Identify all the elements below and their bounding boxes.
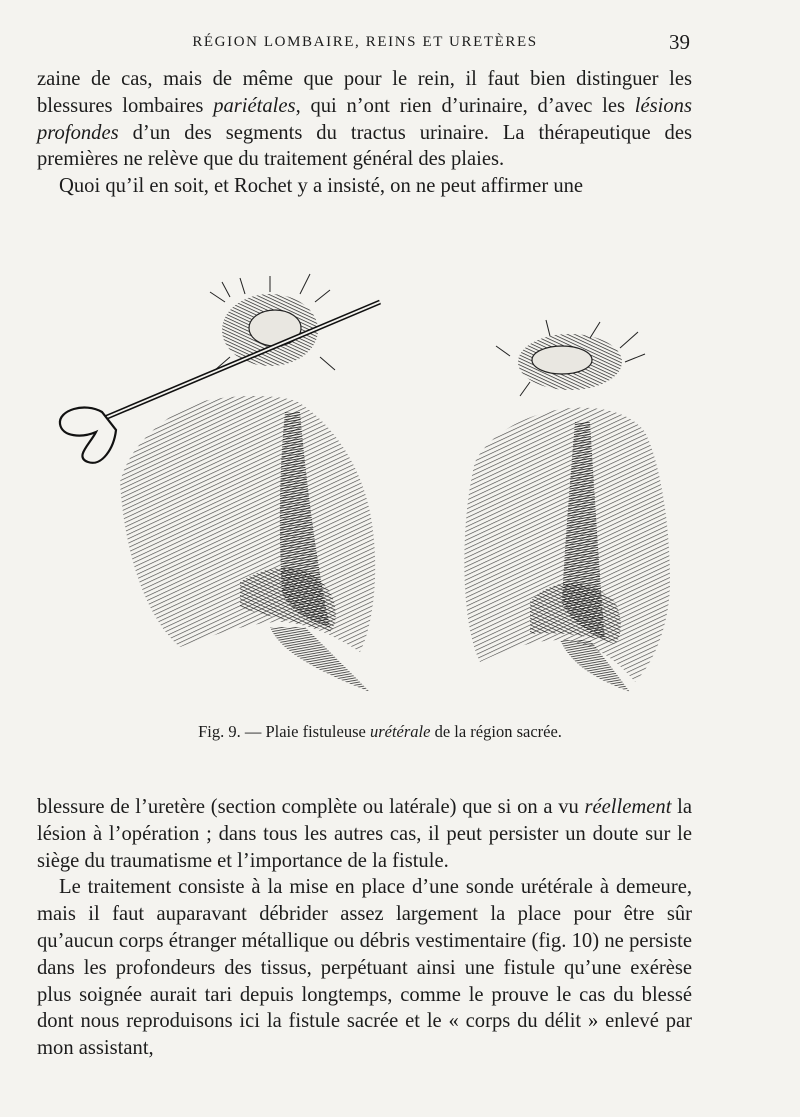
figure-9-illustration (30, 262, 700, 702)
right-figure-sacral-region (464, 320, 670, 692)
paragraph-rochet: Quoi qu’il en soit, et Rochet y a insisté, on ne peut affirmer une (59, 175, 584, 198)
paragraph-ureter-injury (37, 794, 692, 874)
italic-term-lesions-profondes: lésions profondes (37, 94, 692, 144)
left-figure-sacral-region (60, 274, 380, 692)
paragraph-treatment: Le traitement consiste à la mise en place d’une sonde urétérale à demeure, mais il faut auparavant débrider assez largement la place pour être sûr qu’aucun corps étranger métallique ou débris vestimentaire (fig. 10) ne persiste dans les profondeurs des tissus, perpétuant ainsi une fistule qu’une exérèse plus soignée aurait tari depuis longtemps, comme le prouve le cas du blessé dont nous reproduisons ici la fistule sacrée et le « corps du délit » enlevé par mon assistant, (37, 876, 692, 1060)
caption-italic-term: urétérale (369, 722, 431, 741)
page-number: 39 (669, 30, 690, 54)
text-run: d’un des segments du tractus urinaire. La thérapeutique des premières ne relève que du traitement général des plaies. (37, 121, 692, 171)
text-run: blessure de l’uretère (section complète ou latérale) que si on a vu (37, 796, 585, 818)
caption-text-end: de la région sacrée. (430, 722, 562, 741)
caption-text: Fig. 9. — Plaie fistuleuse (198, 722, 370, 741)
text-run: la lésion à l’opération ; dans tous les autres cas, il peut persister un doute sur le siège du traumatisme et l’importance de la fistule. (37, 796, 692, 872)
italic-term-parietales: pariétales (213, 94, 296, 117)
engraving-sacral-wounds (30, 262, 700, 702)
running-title: RÉGION LOMBAIRE, REINS ET URETÈRES (192, 34, 538, 50)
text-run: zaine de cas, mais de même que pour le rein, il faut bien distinguer les blessures lombaires (37, 68, 692, 117)
paragraph-continuation (37, 66, 692, 173)
text-run: , qui n’ont rien d’urinaire, d’avec les (295, 94, 635, 117)
top-text-block (37, 66, 692, 200)
running-head (40, 30, 690, 54)
bottom-text-block (37, 794, 692, 1062)
figure-caption (0, 722, 760, 742)
italic-term-reellement: réellement (584, 796, 672, 818)
